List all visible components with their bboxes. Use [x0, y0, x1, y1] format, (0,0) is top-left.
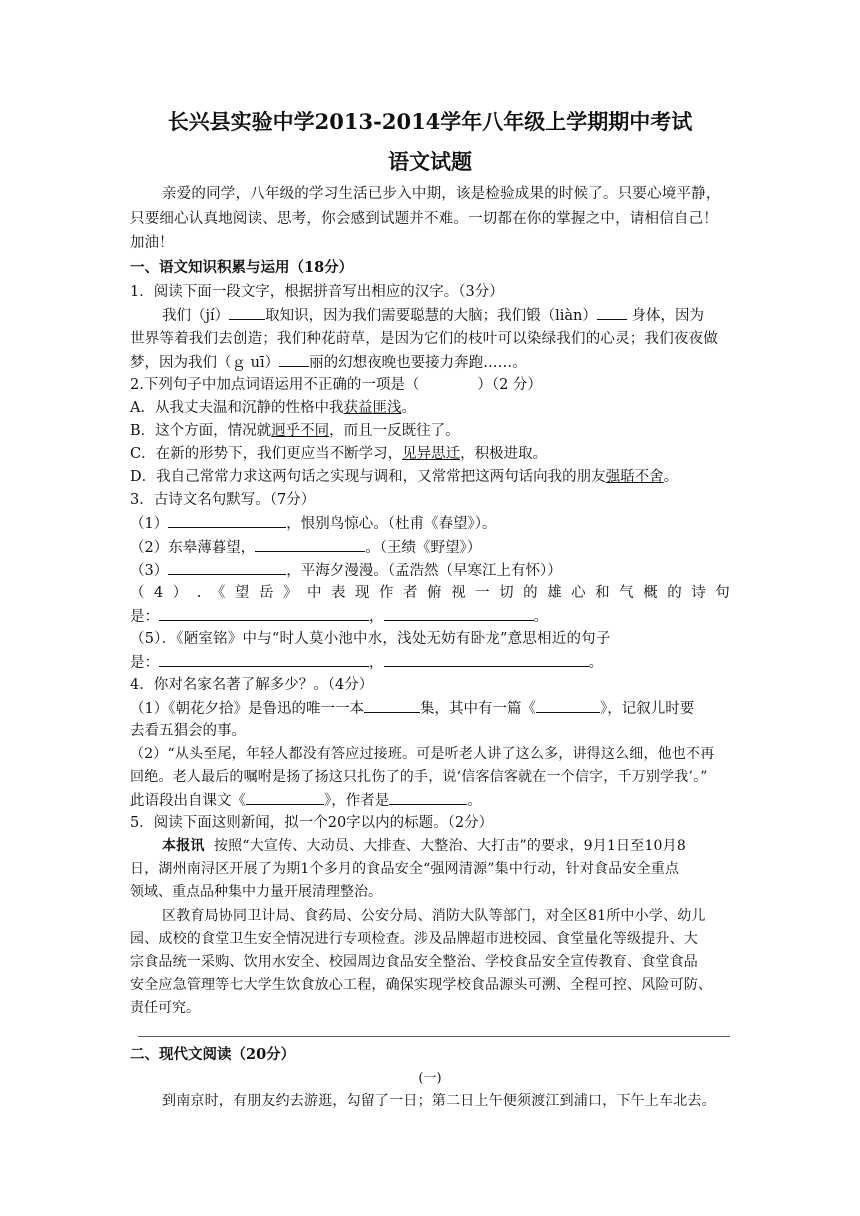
q5-news-p2-line-3: 宗食品统一采购、饮用水安全、校园周边食品安全整治、学校食品安全宣传教育、食堂食品 [130, 954, 698, 970]
q3-item-5-line-1: （5）．《陋室铭》中与“时人莫小池中水，浅处无妨有卧龙”意思相近的句子 [130, 631, 611, 647]
q3-5-blank-1[interactable] [159, 651, 369, 667]
q3-1-blank[interactable] [168, 512, 286, 528]
q4-item-1-line-2: 去看五猖会的事。 [130, 723, 246, 739]
q3-4-char: 和 [595, 585, 610, 601]
q3-item-2 [130, 536, 730, 559]
q3-5-comma: ， [369, 655, 384, 671]
q1-blank-lian[interactable] [597, 304, 627, 320]
intro-line-3: 加油！ [130, 235, 174, 251]
q4-item-2-line-1: （2）“从头至尾，年轻人都没有答应过接班。可是听老人讲了这么多，讲得这么细，他也不再 [130, 746, 715, 762]
q3-4-char: 心 [571, 585, 586, 601]
q3-3-label: （3） [130, 563, 169, 579]
q2-option-d[interactable] [130, 466, 730, 488]
q2-c-word: 见异思迁 [402, 446, 461, 462]
q3-stem: 3．古诗文名句默写。（7分） [130, 492, 316, 508]
q3-4-char: 现 [355, 585, 370, 601]
q3-4-prefix: 是： [130, 609, 159, 625]
section-divider [138, 1036, 730, 1037]
q3-4-char: （ [130, 585, 145, 601]
q3-4-char: 表 [330, 585, 346, 601]
q3-item-1 [130, 512, 730, 535]
intro-line-1: 亲爱的同学，八年级的学习生活已步入中期，该是检验成果的时候了。只要心境平静， [162, 186, 721, 202]
q5-news-p2-line-1: 区教育局协同卫计局、食药局、公安分局、消防大队等部门，对全区81所中小学、幼儿 [162, 908, 706, 924]
q2-b-word: 迥乎不同 [271, 423, 330, 439]
q3-3-text: ，平海夕漫漫。（孟浩然（早寒江上有怀）） [286, 563, 562, 579]
q5-news-p1-line-3: 领域、重点品种集中力量开展清理整治。 [130, 884, 382, 900]
q4-item-2-line-2: 回绝。老人最后的嘱咐是扬了扬这只扎伤了的手，说‘信客信客就在一个信字，千万别学我’。” [130, 769, 708, 785]
q3-4-char: 俯 [427, 585, 442, 601]
q3-3-blank[interactable] [168, 559, 286, 575]
section-1-heading: 一、语文知识积累与运用（18分） [130, 259, 354, 276]
q1-text-e: 丽的幻想夜晚也要接力奔跑……。 [309, 355, 527, 371]
q4-2-blank-author[interactable] [389, 789, 467, 805]
q1-text-d: 梦，因为我们（ｇ uī） [130, 355, 280, 371]
q2-c-text: C．在新的形势下，我们更应当不断学习， [130, 446, 403, 462]
q3-4-char: 中 [306, 585, 322, 601]
q3-4-char: ） [172, 585, 188, 601]
q3-4-char: 切 [499, 585, 514, 601]
q3-1-text: ，恨别鸟惊心。（杜甫《春望》）。 [286, 516, 497, 532]
q3-2-text: （2）东皋薄暮望， [130, 540, 256, 556]
q3-2-blank[interactable] [255, 536, 365, 552]
q3-4-char: 的 [667, 585, 682, 601]
q4-stem: 4．你对名家名著了解多少？。（4分） [130, 677, 374, 693]
q3-4-char: 概 [643, 585, 658, 601]
q3-4-comma: ， [369, 609, 384, 625]
exam-title: 长兴县实验中学2013-2014学年八年级上学期期中考试 [167, 109, 693, 134]
q3-4-period: 。 [533, 609, 548, 625]
q4-1-text-b: 集，其中有一篇《 [419, 701, 536, 717]
q5-news-lead: 本报讯 [162, 838, 205, 854]
q3-4-char: . [196, 585, 202, 601]
q3-4-char: 视 [451, 585, 466, 601]
q4-item-1-line-1 [130, 697, 730, 720]
q1-text-a: 我们（jí） [162, 308, 230, 324]
q5-news-p2-line-5: 责任可究。 [130, 1000, 200, 1016]
q5-news-p2-line-2: 园、成校的食堂卫生安全情况进行专项检查。涉及品牌超市进校园、食堂量化等级提升、大 [130, 931, 698, 947]
q5-news-p2-line-4: 安全应急管理等七大学生饮食放心工程，确保实现学校食品源头可溯、全程可控、风险可防、 [130, 977, 713, 993]
q3-4-char: 的 [523, 585, 538, 601]
q3-4-char: 者 [403, 585, 418, 601]
q3-4-char: 《 [210, 585, 226, 601]
q2-b-end: ，而且一反既往了。 [329, 423, 460, 439]
q3-4-char: 岳 [258, 585, 274, 601]
q1-line-1 [162, 304, 730, 327]
q1-stem: 1．阅读下面一段文字，根据拼音写出相应的汉字。（3分） [130, 284, 504, 300]
exam-subtitle: 语文试题 [388, 149, 472, 174]
q5-news-p1-text: 按照“大宣传、大动员、大排查、大整治、大打击”的要求，9月1日至10月8 [213, 838, 686, 854]
q2-a-word: 获益匪浅 [343, 400, 402, 416]
q4-2-text-c: 。 [467, 793, 482, 809]
q4-item-2-line-3 [130, 789, 730, 812]
q3-5-blank-2[interactable] [384, 651, 589, 667]
q3-item-4-line-1 [130, 582, 730, 604]
q4-1-blank-title[interactable] [536, 697, 600, 713]
q5-news-p1-line-2: 日，湖州南浔区开展了为期1个多月的食品安全“强网清源”集中行动，针对食品安全重点 [130, 861, 680, 877]
q5-stem: 5．阅读下面这则新闻，拟一个20字以内的标题。（2分） [130, 815, 494, 831]
intro-line-2: 只要细心认真地阅读、思考，你会感到试题并不难。一切都在你的掌握之中，请相信自己！ [130, 211, 718, 227]
q4-1-text-a: （1）《朝花夕拾》是鲁迅的唯一一本 [130, 701, 364, 717]
q3-4-char: 气 [619, 585, 634, 601]
q3-item-4-line-2 [130, 605, 730, 628]
q1-text-c: 身体，因为 [626, 308, 705, 324]
q1-blank-ji[interactable] [229, 304, 265, 320]
q3-4-char: 诗 [691, 585, 706, 601]
q2-a-end: 。 [401, 400, 416, 416]
q1-line-2: 世界等着我们去创造；我们种花莳草，是因为它们的枝叶可以染绿我们的心灵；我们夜夜做 [130, 331, 718, 347]
q3-2-source: 。（王绩《野望》） [365, 540, 482, 556]
q1-line-3 [130, 351, 730, 374]
q4-1-blank-genre[interactable] [364, 697, 420, 713]
q4-2-blank-title[interactable] [246, 789, 324, 805]
q3-item-5-line-2 [130, 651, 730, 674]
q2-d-word: 强聒不舍 [605, 469, 664, 485]
q2-d-end: 。 [663, 469, 679, 485]
q3-4-blank-2[interactable] [384, 605, 534, 621]
q1-blank-gui[interactable] [279, 351, 309, 367]
q3-4-char: 一 [475, 585, 490, 601]
q3-4-char: 4 [154, 585, 164, 601]
q2-stem: 2.下列句子中加点词语运用不正确的一项是（ ）（2 分） [130, 377, 542, 393]
q2-d-text: D．我自己常常力求这两句话之实现与调和，又常常把这两句话向我的朋友 [130, 469, 606, 485]
q3-4-char: 句 [715, 585, 730, 601]
q3-4-char: 望 [234, 585, 250, 601]
q2-option-a[interactable] [130, 397, 730, 419]
q2-option-b[interactable] [130, 420, 730, 442]
section-2-heading: 二、现代文阅读（20分） [130, 1046, 296, 1063]
q2-c-end: ，积极进取。 [460, 446, 548, 462]
q1-text-b: 取知识，因为我们需要聪慧的大脑；我们锻（liàn） [265, 308, 597, 324]
q3-4-char: 》 [282, 585, 298, 601]
q4-2-text-a: 此语段出自课文《 [130, 793, 246, 809]
q3-1-label: （1） [130, 516, 169, 532]
q3-item-3 [130, 559, 730, 582]
q3-4-blank-1[interactable] [159, 605, 369, 621]
q2-b-text: B．这个方面，情况就 [130, 423, 272, 439]
q3-5-period: 。 [588, 655, 603, 671]
q3-5-prefix: 是： [130, 655, 159, 671]
q3-4-char: 雄 [547, 585, 562, 601]
section-2-part-label: (一) [418, 1071, 442, 1086]
section-2-first-line: 到南京时，有朋友约去游逛，勾留了一日；第二日上午便须渡江到浦口，下午上车北去。 [162, 1093, 716, 1109]
q4-1-text-c: 》，记叙儿时要 [599, 701, 695, 717]
q4-2-text-b: 》，作者是 [324, 793, 390, 809]
q3-4-char: 作 [379, 585, 394, 601]
q5-news-p1-line-1 [162, 835, 730, 857]
q2-option-c[interactable] [130, 443, 730, 465]
q2-a-text: A．从我丈夫温和沉静的性格中我 [130, 400, 344, 416]
